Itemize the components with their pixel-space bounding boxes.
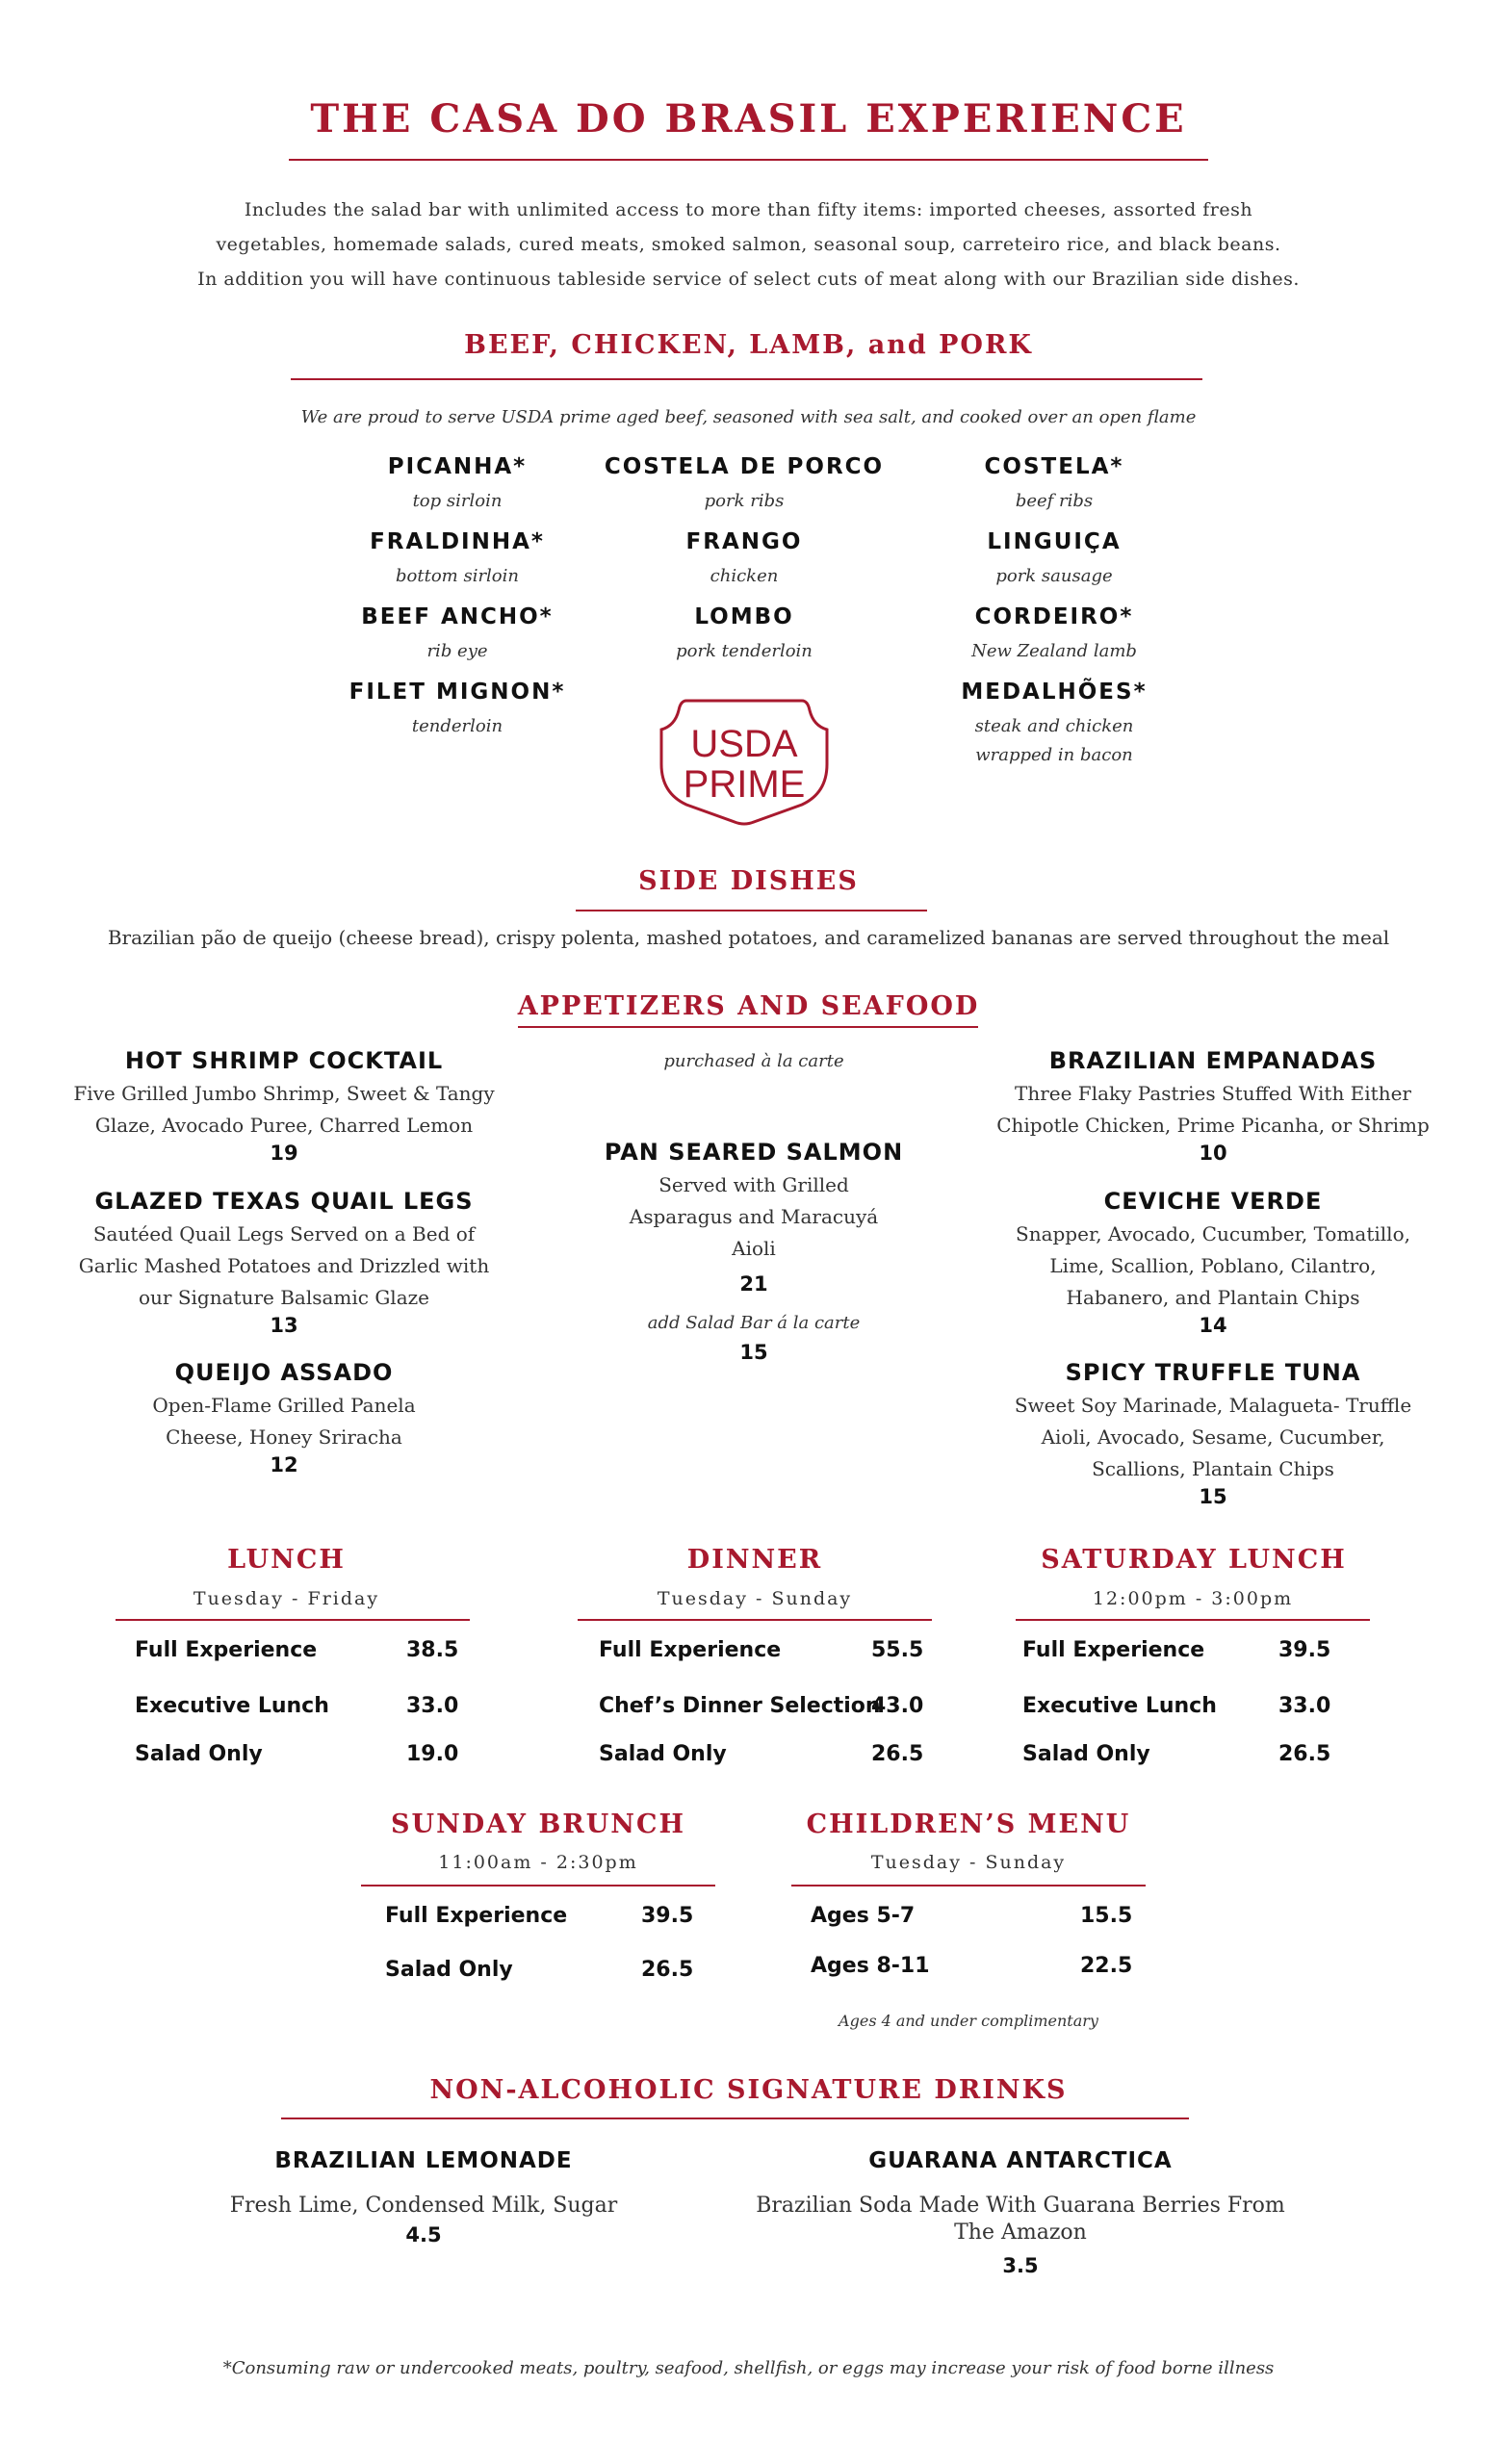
sunday-brunch-hours: 11:00am - 2:30pm: [438, 1852, 638, 1873]
sides-heading: SIDE DISHES: [638, 866, 859, 896]
price-row-label: Salad Only: [385, 1958, 513, 1982]
drink-desc: Brazilian Soda Made With Guarana Berries From The Amazon: [756, 2194, 1285, 2245]
drinks-divider: [281, 2118, 1189, 2119]
meats-column-1: [318, 454, 597, 755]
lunch-divider: [116, 1619, 470, 1621]
appetizer-item: [996, 1188, 1430, 1359]
appetizer-item: [67, 1188, 501, 1359]
intro-line: In addition you will have continuous tableside service of select cuts of meat along with our Brazilian side dishes.: [197, 269, 1300, 290]
appetizer-desc: Sautéed Quail Legs Served on a Bed of Garlic Mashed Potatoes and Drizzled with our Signature Balsamic Glaze: [78, 1222, 490, 1309]
meat-item: [915, 529, 1194, 604]
appetizer-name: HOT SHRIMP COCKTAIL: [124, 1047, 444, 1074]
appetizers-heading: APPETIZERS AND SEAFOOD: [517, 991, 980, 1021]
badge-usda-text: USDA: [690, 723, 798, 765]
appetizer-item: [67, 1047, 501, 1188]
appetizers-left-column: [67, 1047, 501, 1476]
price-row-value: 39.5: [641, 1904, 694, 1928]
meat-name: FRALDINHA*: [370, 529, 545, 554]
meat-name: LINGUIÇA: [987, 529, 1122, 554]
appetizer-price: 15: [1199, 1485, 1227, 1508]
meats-column-3: [915, 454, 1194, 765]
appetizer-price: 19: [270, 1142, 298, 1165]
price-row-label: Full Experience: [135, 1638, 318, 1662]
meat-name: MEDALHÕES*: [961, 680, 1148, 705]
price-row-label: Full Experience: [599, 1638, 782, 1662]
price-row-value: 33.0: [406, 1694, 459, 1718]
meat-name: LOMBO: [694, 604, 794, 629]
badge-prime-text: PRIME: [683, 763, 806, 806]
drinks-heading: NON-ALCOHOLIC SIGNATURE DRINKS: [429, 2075, 1068, 2105]
price-row-value: 26.5: [871, 1742, 924, 1766]
price-row-value: 19.0: [406, 1742, 459, 1766]
price-row-label: Salad Only: [135, 1742, 263, 1766]
dinner-days: Tuesday - Sunday: [657, 1588, 853, 1609]
sides-divider: [576, 910, 927, 911]
price-row-value: 26.5: [1278, 1742, 1331, 1766]
usda-prime-shield-icon: [658, 697, 831, 827]
drink-name: GUARANA ANTARCTICA: [868, 2148, 1173, 2173]
salad-bar-addon: add Salad Bar á la carte: [647, 1313, 861, 1333]
appetizer-desc: Open-Flame Grilled Panela Cheese, Honey Sriracha: [152, 1394, 416, 1449]
sunday-brunch-divider: [361, 1885, 715, 1886]
meats-heading: BEEF, CHICKEN, LAMB, and PORK: [464, 330, 1033, 360]
drink-price: 3.5: [1002, 2254, 1039, 2277]
appetizer-name: SPICY TRUFFLE TUNA: [1065, 1359, 1361, 1386]
title-divider: [289, 159, 1208, 161]
appetizer-desc: Three Flaky Pastries Stuffed With Either Chipotle Chicken, Prime Picanha, or Shrimp: [996, 1082, 1430, 1137]
saturday-lunch-divider: [1016, 1619, 1370, 1621]
meat-item: [595, 454, 893, 529]
drink-name: BRAZILIAN LEMONADE: [274, 2148, 573, 2173]
lunch-heading: LUNCH: [227, 1545, 346, 1575]
appetizer-name: QUEIJO ASSADO: [174, 1359, 394, 1386]
dinner-divider: [578, 1619, 932, 1621]
appetizer-item: [996, 1359, 1430, 1508]
sides-text: Brazilian pão de queijo (cheese bread), crispy polenta, mashed potatoes, and caramelized bananas are served throughout the meal: [107, 926, 1390, 949]
meat-name: COSTELA DE PORCO: [604, 454, 885, 479]
meat-item: [318, 604, 597, 680]
dinner-heading: DINNER: [686, 1545, 823, 1575]
meat-desc: steak and chicken wrapped in bacon: [974, 716, 1134, 765]
intro-line: Includes the salad bar with unlimited access to more than fifty items: imported cheeses, assorted fresh: [244, 199, 1253, 220]
price-row-label: Salad Only: [1022, 1742, 1150, 1766]
price-row-label: Full Experience: [385, 1904, 568, 1928]
appetizer-desc: Sweet Soy Marinade, Malagueta- Truffle Aioli, Avocado, Sesame, Cucumber, Scallions, Plantain Chips: [1014, 1394, 1412, 1480]
meat-desc: pork sausage: [995, 566, 1113, 586]
price-row-value: 15.5: [1080, 1904, 1133, 1928]
appetizer-price: 14: [1199, 1314, 1227, 1337]
page-title: THE CASA DO BRASIL EXPERIENCE: [310, 96, 1187, 141]
meat-name: FILET MIGNON*: [348, 680, 566, 705]
childrens-menu-heading: CHILDREN’S MENU: [806, 1810, 1131, 1839]
appetizer-item: [996, 1047, 1430, 1188]
lunch-days: Tuesday - Friday: [193, 1588, 380, 1609]
appetizer-price: 10: [1199, 1142, 1227, 1165]
price-row-value: 38.5: [406, 1638, 459, 1662]
meat-item: [595, 529, 893, 604]
meat-item: [915, 680, 1194, 765]
price-row-label: Ages 8-11: [811, 1954, 930, 1978]
meat-item: [318, 529, 597, 604]
price-row-label: Executive Lunch: [135, 1694, 329, 1718]
meats-column-2: [595, 454, 893, 680]
meat-desc: top sirloin: [412, 491, 503, 511]
meat-item: [318, 680, 597, 755]
saturday-lunch-heading: SATURDAY LUNCH: [1041, 1545, 1347, 1575]
meat-name: PICANHA*: [387, 454, 528, 479]
appetizer-price: 13: [270, 1314, 298, 1337]
appetizer-price: 21: [739, 1272, 768, 1296]
meat-desc: New Zealand lamb: [971, 641, 1137, 661]
price-row-value: 39.5: [1278, 1638, 1331, 1662]
meat-name: COSTELA*: [984, 454, 1124, 479]
children-complimentary-note: Ages 4 and under complimentary: [839, 2012, 1098, 2030]
childrens-menu-days: Tuesday - Sunday: [870, 1852, 1067, 1873]
intro-line: vegetables, homemade salads, cured meats, smoked salmon, seasonal soup, carreteiro rice, and black beans.: [216, 234, 1281, 255]
saturday-lunch-hours: 12:00pm - 3:00pm: [1092, 1588, 1294, 1609]
appetizers-divider: [518, 1026, 978, 1028]
meat-desc: tenderloin: [411, 716, 503, 736]
price-row-value: 55.5: [871, 1638, 924, 1662]
meat-desc: beef ribs: [1015, 491, 1094, 511]
meat-name: FRANGO: [685, 529, 803, 554]
appetizer-name: CEVICHE VERDE: [1103, 1188, 1323, 1215]
price-row-value: 26.5: [641, 1958, 694, 1982]
appetizer-item: [67, 1359, 501, 1476]
appetizer-name: GLAZED TEXAS QUAIL LEGS: [94, 1188, 474, 1215]
price-row-value: 22.5: [1080, 1954, 1133, 1978]
sunday-brunch-heading: SUNDAY BRUNCH: [391, 1810, 685, 1839]
appetizer-desc: Snapper, Avocado, Cucumber, Tomatillo, Lime, Scallion, Poblano, Cilantro, Habanero, and Plantain Chips: [1016, 1222, 1410, 1309]
price-row-value: 33.0: [1278, 1694, 1331, 1718]
meat-item: [595, 604, 893, 680]
appetizer-price: 12: [270, 1453, 298, 1476]
meats-divider: [291, 378, 1202, 380]
meat-name: BEEF ANCHO*: [361, 604, 554, 629]
appetizers-note: purchased à la carte: [663, 1051, 844, 1071]
meat-desc: chicken: [710, 566, 779, 586]
appetizer-desc: Served with Grilled Asparagus and Maracuyá Aioli: [629, 1173, 879, 1260]
intro-text: [144, 192, 1353, 296]
food-safety-disclaimer: *Consuming raw or undercooked meats, poultry, seafood, shellfish, or eggs may increase your risk of food borne illness: [222, 2358, 1275, 2378]
meat-desc: bottom sirloin: [396, 566, 519, 586]
meat-desc: pork ribs: [704, 491, 785, 511]
appetizer-name: BRAZILIAN EMPANADAS: [1048, 1047, 1378, 1074]
addon-price: 15: [739, 1341, 768, 1364]
price-row-value: 43.0: [871, 1694, 924, 1718]
appetizers-center-column: [595, 1051, 913, 1364]
meat-desc: pork tenderloin: [676, 641, 813, 661]
drink-desc: Fresh Lime, Condensed Milk, Sugar: [229, 2194, 618, 2218]
price-row-label: Salad Only: [599, 1742, 727, 1766]
appetizer-desc: Five Grilled Jumbo Shrimp, Sweet & Tangy Glaze, Avocado Puree, Charred Lemon: [73, 1082, 495, 1137]
drink-price: 4.5: [405, 2223, 442, 2246]
meat-item: [318, 454, 597, 529]
meat-desc: rib eye: [426, 641, 488, 661]
price-row-label: Ages 5-7: [811, 1904, 916, 1928]
meat-item: [915, 454, 1194, 529]
appetizer-name: PAN SEARED SALMON: [604, 1139, 904, 1166]
meats-note: We are proud to serve USDA prime aged beef, seasoned with sea salt, and cooked over an open flame: [300, 407, 1197, 427]
meat-name: CORDEIRO*: [974, 604, 1134, 629]
price-row-label: Executive Lunch: [1022, 1694, 1217, 1718]
childrens-menu-divider: [791, 1885, 1146, 1886]
meat-item: [915, 604, 1194, 680]
price-row-label: Full Experience: [1022, 1638, 1205, 1662]
appetizers-right-column: [996, 1047, 1430, 1508]
price-row-label: Chef’s Dinner Selection: [599, 1694, 881, 1718]
